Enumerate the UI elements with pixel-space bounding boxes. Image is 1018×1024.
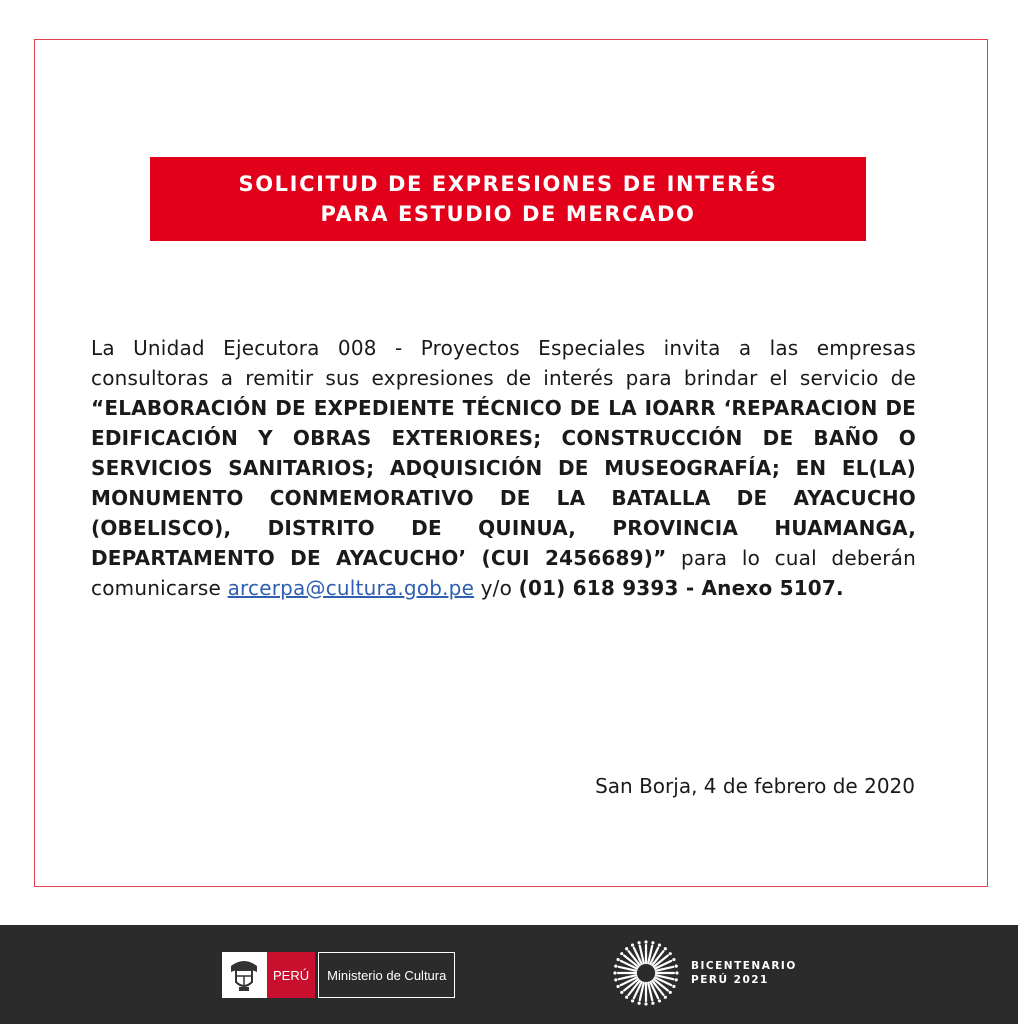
bicentennial-sun-icon bbox=[613, 940, 679, 1006]
title-line-2: PARA ESTUDIO DE MERCADO bbox=[320, 202, 696, 226]
title-line-1: SOLICITUD DE EXPRESIONES DE INTERÉS bbox=[238, 172, 778, 196]
service-title: “ELABORACIÓN DE EXPEDIENTE TÉCNICO DE LA IOARR ‘REPARACION DE EDIFICACIÓN Y OBRAS EXTERIORES; CONSTRUCCIÓN DE BAÑO O SERVICIOS SANITARIOS; ADQUISICIÓN DE MUSEOGRAFÍA; EN EL(LA) MONUMENTO CONMEMORATIVO DE LA BATALLA DE AYACUCHO (OBELISCO), DISTRITO DE QUINUA, PROVINCIA HUAMANGA, DEPARTAMENTO DE AYACUCHO’ (CUI 2456689)” bbox=[91, 396, 916, 570]
bicentennial-line-1: BICENTENARIO bbox=[691, 960, 797, 972]
invitation-paragraph bbox=[91, 333, 916, 603]
place-date: San Borja, 4 de febrero de 2020 bbox=[595, 774, 915, 798]
phone-number: (01) 618 9393 - Anexo 5107. bbox=[518, 576, 844, 600]
title-banner bbox=[150, 157, 866, 241]
government-logo bbox=[222, 952, 455, 998]
bicentennial-line-2: PERÚ 2021 bbox=[691, 974, 769, 986]
contact-lead-text: para lo cual deberán comunicarse bbox=[91, 546, 916, 600]
bicentennial-logo bbox=[613, 940, 797, 1006]
footer-bar bbox=[0, 925, 1018, 1024]
intro-text: La Unidad Ejecutora 008 - Proyectos Especiales invita a las empresas consultoras a remitir sus expresiones de interés para brindar el servicio de bbox=[91, 336, 916, 390]
peru-label: PERÚ bbox=[266, 952, 315, 998]
connector-text: y/o bbox=[474, 576, 519, 600]
coat-of-arms-icon bbox=[222, 952, 266, 998]
email-link[interactable]: arcerpa@cultura.gob.pe bbox=[227, 576, 475, 600]
ministry-label: Ministerio de Cultura bbox=[318, 952, 455, 998]
